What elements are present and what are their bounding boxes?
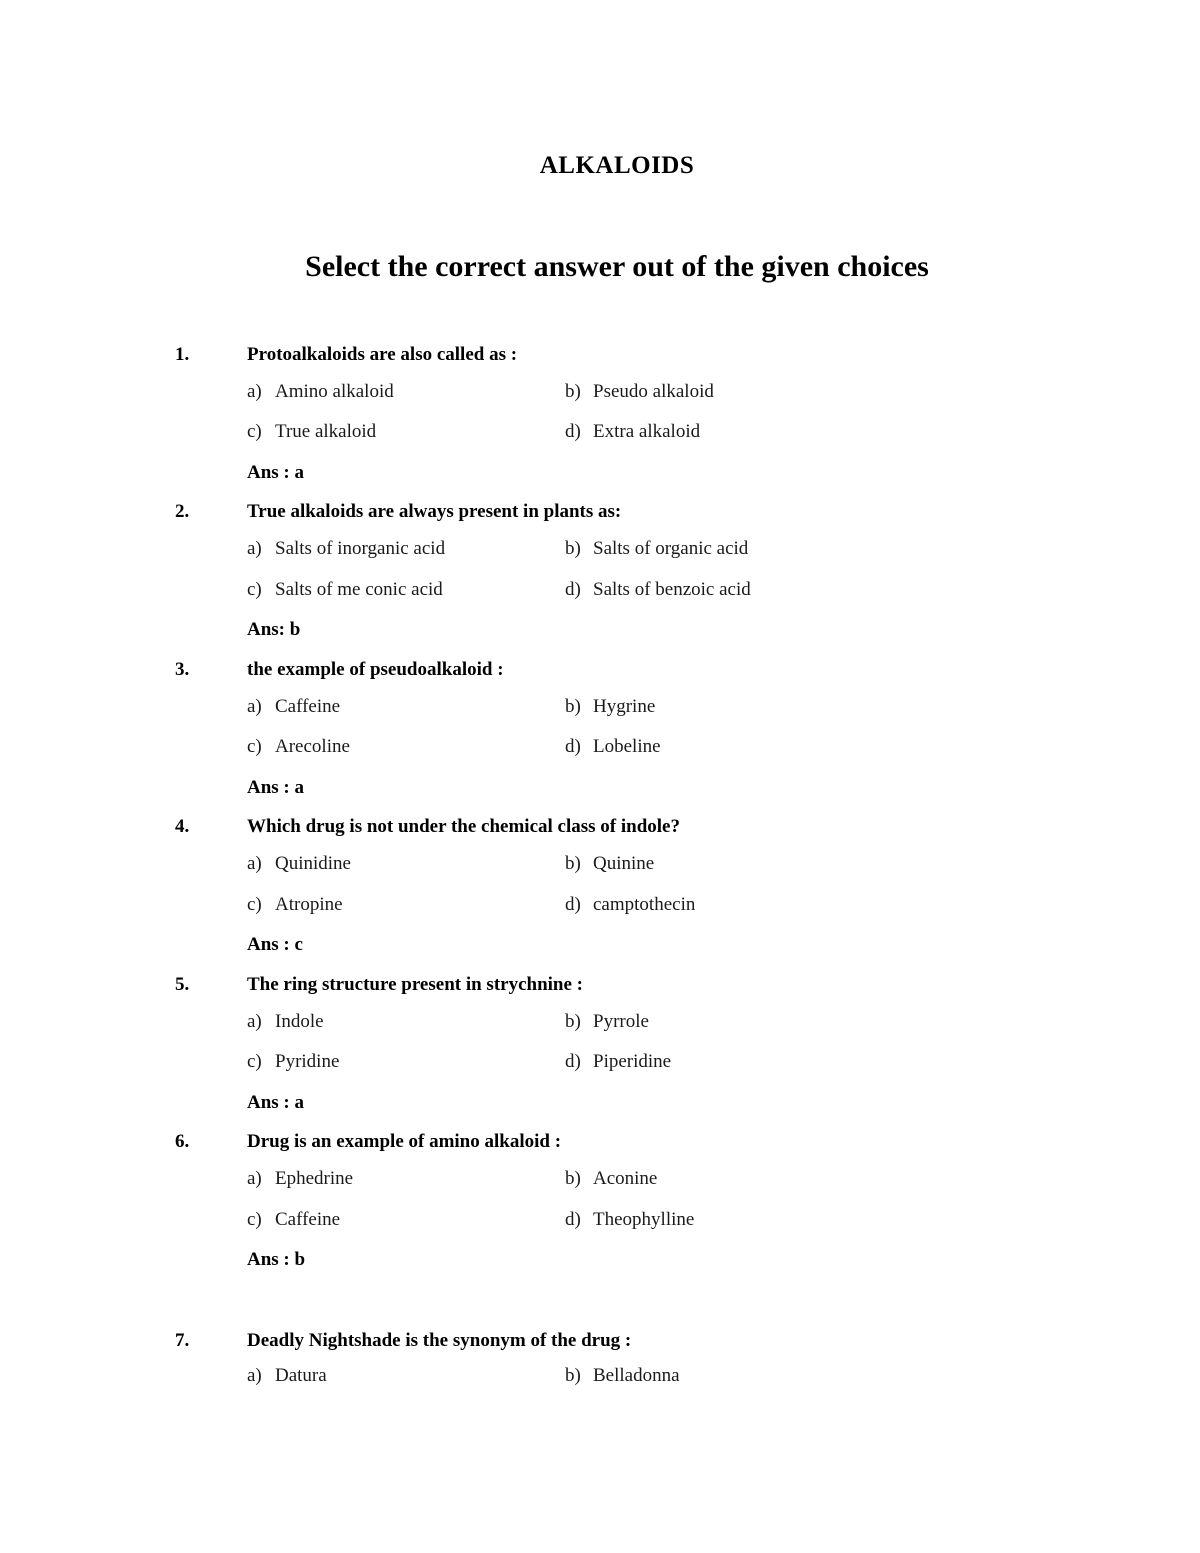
option-label: c)	[247, 579, 262, 600]
option-label: b)	[565, 1168, 581, 1189]
page-title: ALKALOIDS	[539, 152, 695, 179]
option-d	[565, 894, 695, 916]
question-number: 4.	[175, 816, 190, 837]
option-c	[247, 894, 343, 916]
option-label: d)	[565, 1051, 581, 1072]
option-b	[565, 1011, 649, 1033]
option-text: Quinine	[593, 853, 655, 874]
question-text: Protoalkaloids are also called as :	[247, 344, 518, 365]
answer: Ans : a	[247, 1092, 305, 1113]
question-text: Deadly Nightshade is the synonym of the drug :	[247, 1330, 632, 1351]
option-text: Salts of inorganic acid	[275, 538, 446, 559]
option-text: Arecoline	[275, 736, 350, 757]
option-b	[565, 381, 714, 403]
option-d	[565, 579, 751, 601]
option-text: True alkaloid	[275, 421, 377, 442]
option-label: a)	[247, 1011, 262, 1032]
answer: Ans : a	[247, 777, 305, 798]
option-a	[247, 1365, 327, 1387]
option-text: Pseudo alkaloid	[593, 381, 714, 402]
option-label: a)	[247, 853, 262, 874]
option-label: a)	[247, 1365, 262, 1386]
option-text: Belladonna	[593, 1365, 680, 1386]
option-d	[565, 421, 700, 443]
option-text: camptothecin	[593, 894, 696, 915]
option-label: b)	[565, 1011, 581, 1032]
option-label: d)	[565, 1209, 581, 1230]
option-label: b)	[565, 853, 581, 874]
option-label: d)	[565, 421, 581, 442]
option-a	[247, 381, 394, 403]
option-label: c)	[247, 1051, 262, 1072]
answer: Ans : b	[247, 1249, 306, 1270]
option-text: Pyrrole	[593, 1011, 649, 1032]
option-text: Quinidine	[275, 853, 351, 874]
answer: Ans : c	[247, 934, 303, 955]
option-label: b)	[565, 538, 581, 559]
option-text: Aconine	[593, 1168, 658, 1189]
option-text: Salts of benzoic acid	[593, 579, 751, 600]
question-number: 6.	[175, 1131, 190, 1152]
question-number: 5.	[175, 974, 190, 995]
question-text: True alkaloids are always present in plants as:	[247, 501, 622, 522]
option-label: c)	[247, 894, 262, 915]
question-number: 1.	[175, 344, 190, 365]
option-d	[565, 736, 661, 758]
question-number: 7.	[175, 1330, 190, 1351]
option-c	[247, 1051, 339, 1073]
option-label: b)	[565, 1365, 581, 1386]
option-c	[247, 421, 376, 443]
option-a	[247, 696, 340, 718]
option-text: Pyridine	[275, 1051, 340, 1072]
option-text: Ephedrine	[275, 1168, 354, 1189]
option-a	[247, 1168, 353, 1190]
option-text: Amino alkaloid	[275, 381, 394, 402]
option-d	[565, 1051, 671, 1073]
answer: Ans : a	[247, 462, 305, 483]
question-number: 2.	[175, 501, 190, 522]
option-label: a)	[247, 381, 262, 402]
option-text: Datura	[275, 1365, 327, 1386]
option-b	[565, 853, 654, 875]
question-text: Which drug is not under the chemical class of indole?	[247, 816, 680, 837]
option-label: c)	[247, 736, 262, 757]
option-a	[247, 1011, 324, 1033]
page-subtitle: Select the correct answer out of the given choices	[305, 250, 929, 283]
option-text: Atropine	[275, 894, 343, 915]
option-text: Salts of organic acid	[593, 538, 749, 559]
option-b	[565, 1168, 657, 1190]
option-label: c)	[247, 1209, 262, 1230]
option-text: Hygrine	[593, 696, 656, 717]
option-text: Theophylline	[593, 1209, 695, 1230]
question-text: the example of pseudoalkaloid :	[247, 659, 504, 680]
option-text: Caffeine	[275, 696, 341, 717]
option-label: d)	[565, 894, 581, 915]
option-c	[247, 1209, 340, 1231]
option-text: Caffeine	[275, 1209, 341, 1230]
option-label: c)	[247, 421, 262, 442]
option-text: Indole	[275, 1011, 324, 1032]
option-a	[247, 538, 445, 560]
option-c	[247, 579, 443, 601]
option-label: d)	[565, 579, 581, 600]
option-d	[565, 1209, 694, 1231]
option-text: Piperidine	[593, 1051, 672, 1072]
option-text: Extra alkaloid	[593, 421, 701, 442]
option-label: a)	[247, 696, 262, 717]
question-text: Drug is an example of amino alkaloid :	[247, 1131, 562, 1152]
question-number: 3.	[175, 659, 190, 680]
option-b	[565, 1365, 680, 1387]
option-b	[565, 696, 655, 718]
option-a	[247, 853, 351, 875]
option-text: Lobeline	[593, 736, 661, 757]
question-text: The ring structure present in strychnine :	[247, 974, 584, 995]
answer: Ans: b	[247, 619, 301, 640]
option-b	[565, 538, 748, 560]
option-text: Salts of me conic acid	[275, 579, 443, 600]
option-label: d)	[565, 736, 581, 757]
option-label: b)	[565, 381, 581, 402]
option-label: b)	[565, 696, 581, 717]
option-c	[247, 736, 350, 758]
option-label: a)	[247, 538, 262, 559]
option-label: a)	[247, 1168, 262, 1189]
